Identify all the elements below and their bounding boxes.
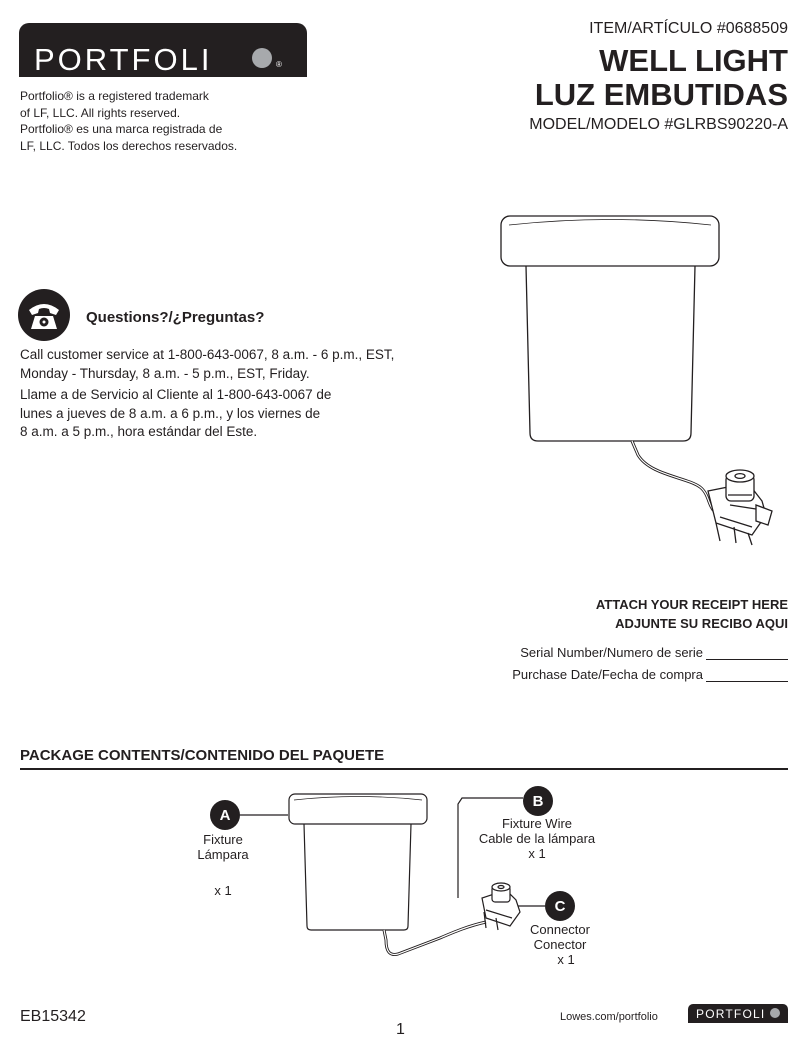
- questions-heading: Questions?/¿Preguntas?: [86, 309, 265, 326]
- part-c-label: [520, 922, 600, 967]
- part-a-badge: A: [210, 800, 240, 830]
- footer-logo-text: PORTFOLI: [696, 1007, 766, 1021]
- section-divider: [20, 768, 788, 770]
- logo-dot-icon: [252, 48, 272, 68]
- part-a-name-es: Lámpara: [197, 847, 249, 862]
- serial-number-label: Serial Number/Numero de serie: [520, 645, 703, 660]
- trademark-es-line2: LF, LLC. Todos los derechos reservados.: [20, 138, 238, 153]
- fixture-rim: [501, 216, 719, 266]
- part-c-qty: x 1: [557, 952, 575, 967]
- well-light-illustration: [490, 205, 790, 565]
- part-b-name-en: Fixture Wire: [501, 816, 573, 831]
- part-b-badge: B: [523, 786, 553, 816]
- package-contents-title: PACKAGE CONTENTS/CONTENIDO DEL PAQUETE: [20, 747, 385, 764]
- part-b-name-es: Cable de la lámpara: [478, 831, 596, 846]
- service-en-line1: Call customer service at 1-800-643-0067, 8 a.m. - 6 p.m., EST,: [20, 347, 395, 362]
- fixture-body: [526, 266, 695, 441]
- purchase-date-line[interactable]: [706, 670, 788, 682]
- model-number: MODEL/MODELO #GLRBS90220-A: [529, 116, 788, 133]
- telephone-icon: [18, 289, 70, 341]
- page-number: 1: [396, 1021, 405, 1038]
- purchase-date-label: Purchase Date/Fecha de compra: [512, 667, 703, 682]
- part-a-qty: x 1: [214, 883, 232, 898]
- document-code: EB15342: [20, 1008, 86, 1025]
- item-number: ITEM/ARTÍCULO #0688509: [589, 20, 788, 37]
- trademark-notice: [20, 88, 260, 154]
- purchase-date-field[interactable]: [512, 667, 788, 682]
- connector-c: [482, 883, 520, 930]
- receipt-es: ADJUNTE SU RECIBO AQUI: [615, 616, 788, 631]
- website-link[interactable]: Lowes.com/portfolio: [560, 1011, 658, 1023]
- product-title-en: WELL LIGHT: [599, 43, 788, 78]
- service-es-line2: lunes a jueves de 8 a.m. a 6 p.m., y los viernes de: [20, 405, 321, 421]
- service-es-line1: Llame a de Servicio al Cliente al 1-800-643-0067 de: [20, 387, 332, 402]
- service-es-line3: 8 a.m. a 5 p.m., hora estándar del Este.: [20, 424, 258, 439]
- part-a-name-en: Fixture: [203, 832, 243, 847]
- part-b-qty: x 1: [528, 846, 546, 861]
- connector-small: [708, 470, 772, 545]
- serial-number-field[interactable]: [520, 645, 788, 660]
- logo-registered-mark: ®: [276, 60, 282, 69]
- part-a-label: [180, 832, 266, 898]
- footer-logo-dot-icon: [770, 1008, 780, 1018]
- fixture-a-body: [304, 824, 411, 930]
- serial-number-line[interactable]: [706, 648, 788, 660]
- customer-service-info: [20, 346, 410, 445]
- part-c-name-es: Conector: [533, 937, 587, 952]
- service-en-line2: Monday - Thursday, 8 a.m. - 5 p.m., EST, Friday.: [20, 365, 310, 381]
- trademark-es-line1: Portfolio® es una marca registrada de: [20, 122, 223, 136]
- part-c-badge: C: [545, 891, 575, 921]
- product-title-es: LUZ EMBUTIDAS: [534, 77, 788, 112]
- part-c-name-en: Connector: [530, 922, 590, 937]
- portfolio-logo-text: PORTFOLI: [34, 42, 213, 77]
- trademark-en-line2: of LF, LLC. All rights reserved.: [20, 105, 181, 120]
- part-b-label: [466, 816, 608, 861]
- receipt-instructions: [596, 595, 788, 633]
- receipt-en: ATTACH YOUR RECEIPT HERE: [595, 597, 788, 612]
- trademark-en-line1: Portfolio® is a registered trademark: [20, 89, 209, 103]
